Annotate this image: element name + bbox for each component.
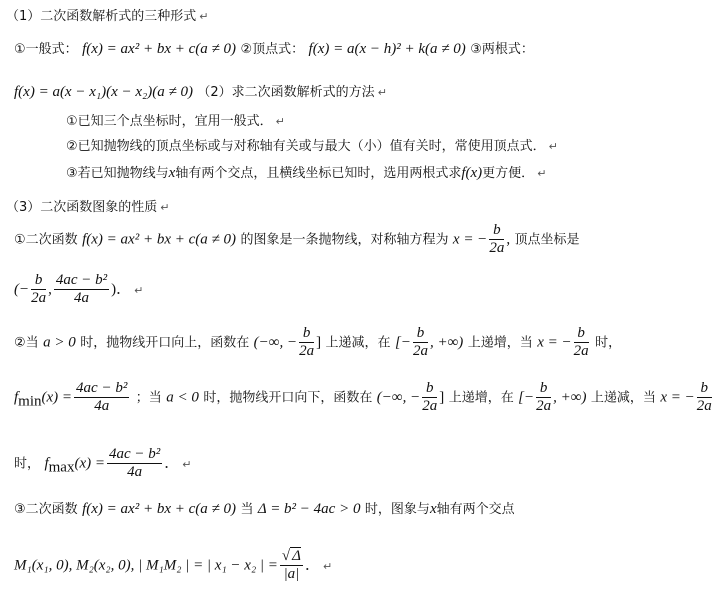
method-item-3: ③若已知抛物线与x轴有两个交点，且横线坐标已知时，选用两根式求f(x)更方便． ↵ bbox=[66, 165, 547, 181]
paragraph-mark: ↵ bbox=[199, 10, 209, 23]
fraction-sqrt-delta-over-abs-a: $\frac{√ \Delta}{|a|}$ bbox=[281, 548, 301, 582]
fraction-b-over-2a: $\frac{b}{2a}$ bbox=[299, 325, 315, 359]
vertex-form-label: ②顶点式： bbox=[240, 42, 305, 57]
paragraph-mark: ↵ bbox=[160, 201, 170, 214]
quadratic-formula: f(x) = ax² + bx + c(a ≠ 0) bbox=[82, 231, 236, 248]
fraction-b-over-2a: $\frac{b}{2a}$ bbox=[489, 222, 505, 256]
property-3-line: ③二次函数 f(x) = ax² + bx + c(a ≠ 0) 当 Δ = b² − 4ac > 0 时，图象与x轴有两个交点 bbox=[14, 501, 515, 517]
fraction-b-over-2a: $\frac{b}{2a}$ bbox=[696, 380, 712, 414]
section-3-title: （3）二次函数图象的性质 ↵ bbox=[6, 200, 170, 215]
fraction-vertex-y: $\frac{\text{4ac − b²}}{4a}$ bbox=[76, 380, 128, 414]
fmax-line: 时， $f_{max}(x)$ = $\frac{\text{4ac − b²}}{4a}$ ． ↵ bbox=[14, 446, 192, 480]
property-2-line: ②当 a > 0 时，抛物线开口向上，函数在 (−∞, − $\frac{b}{2a}$ ] 上递减，在 [− $\frac{b}{2a}$ , +∞) 上递增，当 x = − $\frac{b}{2a}$ 时， bbox=[14, 325, 622, 359]
paragraph-mark: ↵ bbox=[548, 140, 558, 153]
paragraph-mark: ↵ bbox=[275, 115, 285, 128]
fraction-b-over-2a: $\frac{b}{2a}$ bbox=[422, 380, 438, 414]
paragraph-mark: ↵ bbox=[134, 283, 144, 297]
section-1-title: （1）二次函数解析式的三种形式 ↵ bbox=[6, 9, 209, 24]
general-form-label: ①一般式： bbox=[14, 42, 78, 57]
forms-line bbox=[14, 40, 534, 59]
fraction-b-over-2a: $\frac{b}{2a}$ bbox=[31, 272, 47, 306]
property-1-line: ①二次函数 f(x) = ax² + bx + c(a ≠ 0) 的图象是一条抛物线，对称轴方程为 x = − $\frac{b}{2a}$ , 顶点坐标是 bbox=[14, 222, 580, 256]
general-form-formula: f(x) = ax² + bx + c(a ≠ 0) bbox=[82, 41, 236, 57]
paragraph-mark: ↵ bbox=[182, 457, 192, 471]
paragraph-mark: ↵ bbox=[537, 167, 547, 180]
method-item-2: ②已知抛物线的顶点坐标或与对称轴有关或与最大（小）值有关时，常使用顶点式． ↵ bbox=[66, 139, 558, 154]
vertex-coordinate-line: (− $\frac{b}{2a}$ , $\frac{\text{4ac − b²}}{4a}$ )． ↵ bbox=[14, 272, 144, 306]
fraction-b-over-2a: $\frac{b}{2a}$ bbox=[536, 380, 552, 414]
vertex-form-formula: f(x) = a(x − h)² + k(a ≠ 0) bbox=[308, 41, 466, 57]
paragraph-mark: ↵ bbox=[377, 86, 387, 99]
section-2-title: （2）求二次函数解析式的方法 bbox=[197, 85, 375, 100]
roots-line bbox=[14, 83, 387, 102]
fmin-line: $f_{min}(x)$ = $\frac{\text{4ac − b²}}{4a}$ ；当 a < 0 时，抛物线开口向下，函数在 (−∞, − $\frac{b}{2a}$ ] 上递增，在 [− $\frac{b}{2a}$ , +∞) 上递减，当 x = − $\frac{b}{2a}$ bbox=[14, 380, 712, 414]
distance-formula: M₁(x₁, 0), M₂(x₂, 0), | M₁M₂ | = | x₁ − x₂ | = bbox=[14, 557, 278, 574]
fraction-vertex-y: $\frac{\text{4ac − b²}}{4a}$ bbox=[109, 446, 161, 480]
roots-form-label: ③两根式： bbox=[470, 42, 534, 57]
fraction-b-over-2a: $\frac{b}{2a}$ bbox=[412, 325, 428, 359]
paragraph-mark: ↵ bbox=[322, 559, 333, 573]
fraction-b-over-2a: $\frac{b}{2a}$ bbox=[573, 325, 589, 359]
distance-line: M₁(x₁, 0), M₂(x₂, 0), | M₁M₂ | = | x₁ − x₂ | = $\frac{√ \Delta}{|a|}$ ． ↵ bbox=[14, 548, 333, 582]
method-item-1: ①已知三个点坐标时，宜用一般式． ↵ bbox=[66, 114, 285, 129]
roots-form-formula: f(x) = a(x − x₁)(x − x₂)(a ≠ 0) bbox=[14, 84, 193, 100]
fraction-vertex-y: $\frac{\text{4ac − b²}}{4a}$ bbox=[55, 272, 108, 306]
